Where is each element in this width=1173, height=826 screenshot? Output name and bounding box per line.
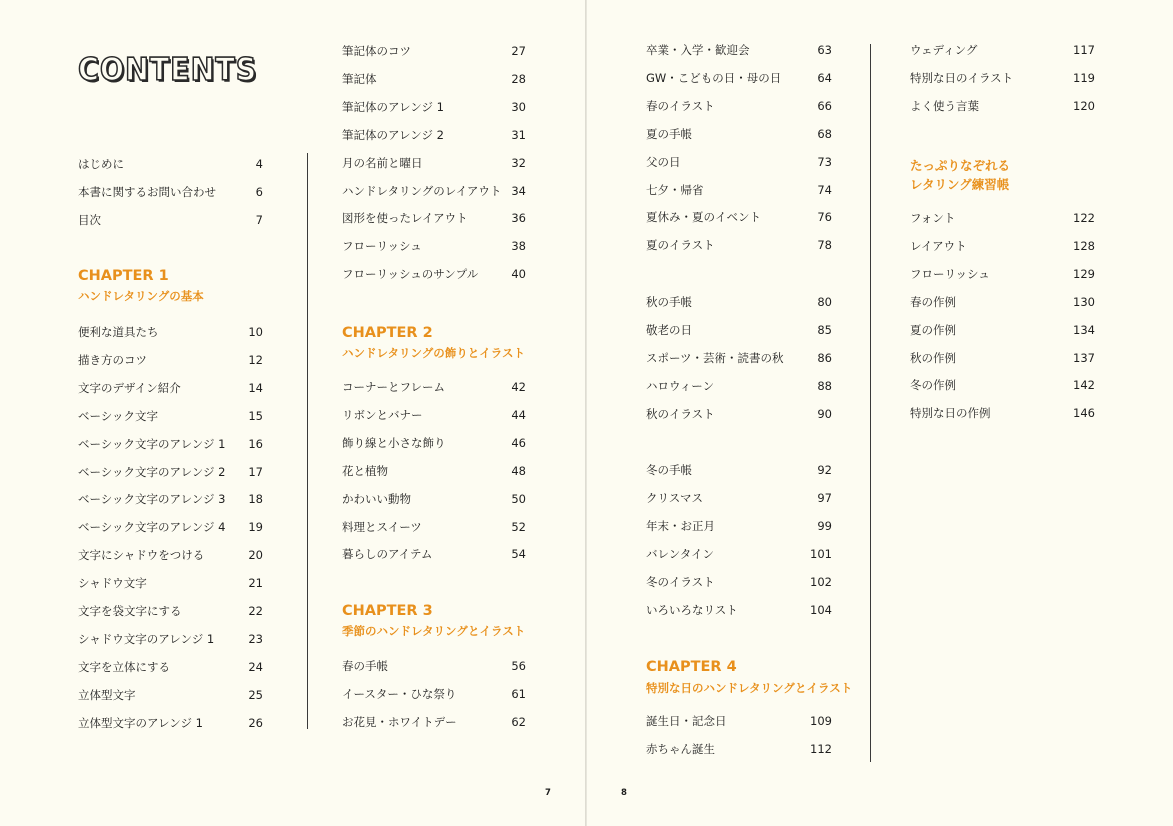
toc-entry <box>646 600 832 620</box>
toc-entry <box>342 236 526 256</box>
toc-entry-page: 40 <box>511 267 526 282</box>
toc-entry-page: 18 <box>248 492 263 507</box>
toc-entry-label: 文字のデザイン紹介 <box>78 380 181 395</box>
toc-entry-page: 24 <box>248 659 263 674</box>
toc-entry <box>646 404 832 424</box>
toc-entry <box>342 405 526 425</box>
toc-entry-page: 56 <box>511 659 526 673</box>
toc-entry-label: コーナーとフレーム <box>342 380 446 394</box>
toc-entry <box>78 657 263 677</box>
toc-entry-label: お花見・ホワイトデー <box>342 714 457 729</box>
toc-entry-label: 立体型文字のアレンジ 1 <box>78 715 203 730</box>
book-spine <box>585 0 587 826</box>
toc-entry-label: 料理とスイーツ <box>342 519 422 534</box>
toc-entry <box>910 208 1095 228</box>
toc-entry-label: 夏休み・夏のイベント <box>646 210 761 225</box>
toc-entry-label: 暮らしのアイテム <box>342 547 433 562</box>
toc-entry-page: 17 <box>248 464 263 479</box>
toc-entry-page: 102 <box>810 574 832 589</box>
toc-entry <box>78 489 263 509</box>
toc-entry <box>646 124 832 144</box>
toc-entry <box>342 181 526 201</box>
toc-entry-page: 10 <box>248 325 263 339</box>
toc-entry-label: 卒業・入学・歓迎会 <box>646 43 750 57</box>
toc-entry-page: 68 <box>817 126 832 141</box>
page-number-right: 8 <box>621 788 627 798</box>
toc-entry-label: クリスマス <box>646 490 704 505</box>
toc-entry-label: 筆記体のアレンジ 1 <box>342 99 444 114</box>
toc-entry <box>342 517 526 537</box>
toc-entry-page: 109 <box>810 714 832 728</box>
toc-entry-label: 特別な日のイラスト <box>910 70 1014 85</box>
toc-entry-label: 図形を使ったレイアウト <box>342 211 468 226</box>
toc-entry-label: 本書に関するお問い合わせ <box>78 184 216 199</box>
toc-entry <box>78 210 263 230</box>
toc-entry-label: スポーツ・芸術・読書の秋 <box>646 350 784 365</box>
toc-entry-label: 文字を立体にする <box>78 659 170 674</box>
toc-entry <box>342 377 526 397</box>
toc-entry-label: 七夕・帰省 <box>646 182 704 197</box>
toc-entry-page: 120 <box>1073 98 1095 113</box>
toc-entry-page: 12 <box>248 352 263 367</box>
toc-entry <box>910 403 1095 423</box>
column-divider-1 <box>307 153 308 729</box>
toc-entry-label: 文字を袋文字にする <box>78 604 182 618</box>
toc-entry <box>78 434 263 454</box>
toc-entry-label: いろいろなリスト <box>646 602 738 617</box>
toc-entry <box>342 684 526 704</box>
toc-entry-label: ベーシック文字のアレンジ 3 <box>78 492 226 507</box>
toc-entry-label: 赤ちゃん誕生 <box>646 741 715 756</box>
column-divider-2 <box>870 44 871 762</box>
toc-entry <box>78 573 263 593</box>
toc-entry-page: 61 <box>511 686 526 701</box>
toc-entry <box>646 544 832 564</box>
toc-entry-page: 14 <box>248 380 263 395</box>
toc-entry-label: フローリッシュのサンプル <box>342 267 479 282</box>
toc-entry-label: ウェディング <box>910 43 978 57</box>
toc-column-4 <box>910 0 1095 826</box>
chapter-2-title: ハンドレタリングの飾りとイラスト <box>342 346 525 360</box>
toc-entry-page: 52 <box>511 519 526 534</box>
chapter-1-title: ハンドレタリングの基本 <box>78 289 204 303</box>
toc-entry-page: 137 <box>1073 350 1095 365</box>
toc-entry-page: 31 <box>511 127 526 142</box>
toc-entry <box>342 41 526 61</box>
toc-entry <box>342 208 526 228</box>
toc-entry-label: ベーシック文字のアレンジ 1 <box>78 436 226 451</box>
toc-entry-page: 48 <box>511 463 526 478</box>
toc-entry-page: 6 <box>255 184 263 199</box>
toc-entry-page: 32 <box>511 155 526 170</box>
toc-entry-label: 冬の作例 <box>910 378 956 393</box>
toc-entry <box>646 572 832 592</box>
toc-entry-page: 4 <box>255 157 263 171</box>
toc-entry-page: 76 <box>817 210 832 225</box>
toc-entry-page: 85 <box>817 322 832 337</box>
toc-entry-page: 23 <box>248 631 263 646</box>
toc-entry-page: 19 <box>248 520 263 535</box>
toc-entry <box>646 711 832 731</box>
toc-entry <box>342 264 526 284</box>
toc-entry-label: 誕生日・記念日 <box>646 714 727 728</box>
toc-entry <box>342 69 526 89</box>
toc-entry <box>646 40 832 60</box>
toc-entry-page: 86 <box>817 350 832 365</box>
toc-entry <box>646 320 832 340</box>
toc-entry <box>910 40 1095 60</box>
toc-entry <box>78 517 263 537</box>
toc-entry-label: 立体型文字 <box>78 687 136 702</box>
toc-entry-page: 142 <box>1073 378 1095 393</box>
toc-entry-label: バレンタイン <box>646 546 715 561</box>
toc-entry-label: 飾り線と小さな飾り <box>342 435 446 450</box>
toc-entry <box>78 601 263 621</box>
toc-entry <box>78 462 263 482</box>
toc-entry-page: 130 <box>1073 294 1095 309</box>
toc-entry-label: ハロウィーン <box>646 378 715 393</box>
toc-entry <box>78 545 263 565</box>
toc-entry <box>910 320 1095 340</box>
toc-entry-page: 74 <box>817 182 832 197</box>
toc-entry-page: 22 <box>248 604 263 618</box>
toc-entry <box>342 153 526 173</box>
toc-entry <box>342 125 526 145</box>
chapter-4-heading: CHAPTER 4 <box>646 659 737 675</box>
toc-entry-page: 134 <box>1073 322 1095 337</box>
toc-entry <box>78 629 263 649</box>
toc-entry-page: 38 <box>511 239 526 254</box>
toc-entry-page: 73 <box>817 154 832 169</box>
toc-entry-page: 62 <box>511 714 526 729</box>
chapter-2-heading: CHAPTER 2 <box>342 325 433 341</box>
contents-title: CONTENTS <box>78 52 258 88</box>
toc-entry-page: 101 <box>810 546 832 561</box>
toc-entry-label: 特別な日の作例 <box>910 406 991 421</box>
toc-entry <box>646 460 832 480</box>
toc-entry-page: 36 <box>511 211 526 226</box>
toc-entry-label: ハンドレタリングのレイアウト <box>342 183 502 198</box>
page-number-left: 7 <box>545 788 551 798</box>
toc-entry-page: 30 <box>511 99 526 114</box>
toc-entry-label: 文字にシャドウをつける <box>78 548 205 563</box>
toc-entry <box>910 292 1095 312</box>
toc-entry-label: 冬の手帳 <box>646 463 692 477</box>
toc-entry-page: 63 <box>817 43 832 57</box>
toc-entry-page: 44 <box>511 407 526 422</box>
toc-entry-label: シャドウ文字のアレンジ 1 <box>78 631 215 646</box>
toc-entry-label: 筆記体のアレンジ 2 <box>342 127 444 142</box>
toc-entry <box>78 713 263 733</box>
toc-entry <box>646 207 832 227</box>
toc-entry <box>646 739 832 759</box>
toc-entry-label: 春のイラスト <box>646 98 715 113</box>
toc-entry-page: 27 <box>511 44 526 58</box>
toc-entry-page: 66 <box>817 98 832 113</box>
toc-entry <box>78 378 263 398</box>
toc-entry <box>342 489 526 509</box>
toc-entry-page: 46 <box>511 435 526 450</box>
toc-entry-label: 秋のイラスト <box>646 406 715 421</box>
toc-entry-page: 117 <box>1073 43 1095 57</box>
toc-entry <box>646 68 832 88</box>
toc-entry-label: 冬のイラスト <box>646 574 715 589</box>
toc-entry-label: リボンとバナー <box>342 407 423 422</box>
toc-entry-label: 年末・お正月 <box>646 518 715 533</box>
toc-entry-label: 父の日 <box>646 154 681 169</box>
toc-entry-label: かわいい動物 <box>342 491 411 506</box>
toc-entry <box>646 180 832 200</box>
toc-entry-label: 夏のイラスト <box>646 238 715 253</box>
toc-entry <box>910 68 1095 88</box>
toc-entry <box>646 516 832 536</box>
toc-entry-page: 16 <box>248 436 263 451</box>
toc-entry <box>78 182 263 202</box>
toc-entry-page: 42 <box>511 380 526 394</box>
toc-entry <box>78 322 263 342</box>
toc-entry-page: 112 <box>810 741 832 756</box>
toc-entry <box>78 154 263 174</box>
toc-entry-label: 花と植物 <box>342 463 388 478</box>
toc-entry-label: イースター・ひな祭り <box>342 686 457 701</box>
toc-entry <box>342 712 526 732</box>
toc-entry <box>910 348 1095 368</box>
toc-entry-page: 88 <box>817 378 832 393</box>
toc-entry-page: 54 <box>511 547 526 562</box>
toc-entry-page: 97 <box>817 490 832 505</box>
toc-entry-label: フローリッシュ <box>342 239 422 254</box>
toc-entry <box>646 292 832 312</box>
toc-entry-page: 78 <box>817 238 832 253</box>
toc-entry <box>78 406 263 426</box>
toc-entry-label: 春の手帳 <box>342 659 388 673</box>
toc-entry-label: 筆記体のコツ <box>342 44 411 58</box>
toc-entry <box>646 96 832 116</box>
toc-entry-label: ベーシック文字のアレンジ 2 <box>78 464 226 479</box>
toc-entry-label: 月の名前と曜日 <box>342 155 423 170</box>
toc-entry-page: 21 <box>248 576 263 591</box>
chapter-1-heading: CHAPTER 1 <box>78 268 169 284</box>
toc-entry-page: 128 <box>1073 238 1095 253</box>
toc-entry-page: 129 <box>1073 266 1095 281</box>
toc-entry-label: 描き方のコツ <box>78 352 147 367</box>
toc-entry-page: 146 <box>1073 406 1095 421</box>
toc-entry-page: 92 <box>817 463 832 477</box>
toc-entry-page: 20 <box>248 548 263 563</box>
toc-entry <box>342 656 526 676</box>
toc-entry <box>646 488 832 508</box>
toc-entry-label: よく使う言葉 <box>910 98 979 113</box>
toc-column-3 <box>646 0 853 826</box>
toc-entry-label: 秋の作例 <box>910 350 956 365</box>
toc-entry-label: レイアウト <box>910 238 967 253</box>
practice-title-line-1: たっぷりなぞれる <box>910 158 1011 173</box>
toc-entry <box>342 97 526 117</box>
toc-entry <box>910 96 1095 116</box>
toc-entry <box>646 152 832 172</box>
toc-entry-label: GW・こどもの日・母の日 <box>646 70 782 85</box>
toc-entry-label: フォント <box>910 211 956 225</box>
toc-entry <box>910 264 1095 284</box>
toc-entry-label: ベーシック文字のアレンジ 4 <box>78 520 226 535</box>
toc-entry <box>910 236 1095 256</box>
toc-entry <box>342 461 526 481</box>
toc-entry-page: 64 <box>817 70 832 85</box>
toc-entry <box>342 544 526 564</box>
toc-entry-label: 敬老の日 <box>646 322 692 337</box>
toc-entry-page: 90 <box>817 406 832 421</box>
toc-entry-label: 春の作例 <box>910 294 956 309</box>
toc-entry-page: 25 <box>248 687 263 702</box>
toc-entry-label: 筆記体 <box>342 71 377 86</box>
toc-entry-label: 目次 <box>78 212 101 227</box>
toc-entry-page: 28 <box>511 71 526 86</box>
chapter-4-title: 特別な日のハンドレタリングとイラスト <box>646 681 853 695</box>
practice-title-line-2: レタリング練習帳 <box>910 177 1010 192</box>
toc-entry-label: 夏の作例 <box>910 322 956 337</box>
toc-entry-label: 秋の手帳 <box>646 295 692 309</box>
toc-entry <box>646 376 832 396</box>
toc-entry <box>646 348 832 368</box>
toc-entry <box>910 375 1095 395</box>
toc-entry-page: 50 <box>511 491 526 506</box>
toc-entry-page: 15 <box>248 408 263 423</box>
toc-entry <box>646 235 832 255</box>
toc-entry <box>78 685 263 705</box>
toc-entry-label: 夏の手帳 <box>646 126 692 141</box>
toc-entry-page: 122 <box>1073 211 1095 225</box>
toc-column-1 <box>78 0 263 826</box>
chapter-3-title: 季節のハンドレタリングとイラスト <box>342 624 526 638</box>
toc-entry-page: 80 <box>817 295 832 309</box>
toc-entry-label: はじめに <box>78 157 124 171</box>
toc-entry-page: 26 <box>248 715 263 730</box>
toc-entry-label: ベーシック文字 <box>78 408 159 423</box>
toc-entry-page: 99 <box>817 518 832 533</box>
toc-entry-label: フローリッシュ <box>910 266 990 281</box>
toc-entry-page: 34 <box>511 183 526 198</box>
toc-entry-page: 104 <box>810 602 832 617</box>
toc-entry-label: 便利な道具たち <box>78 325 159 339</box>
chapter-3-heading: CHAPTER 3 <box>342 603 433 619</box>
toc-entry <box>78 350 263 370</box>
toc-entry-label: シャドウ文字 <box>78 576 147 591</box>
toc-entry-page: 7 <box>255 212 263 227</box>
toc-entry <box>342 433 526 453</box>
toc-column-2 <box>342 0 526 826</box>
toc-entry-page: 119 <box>1073 70 1095 85</box>
